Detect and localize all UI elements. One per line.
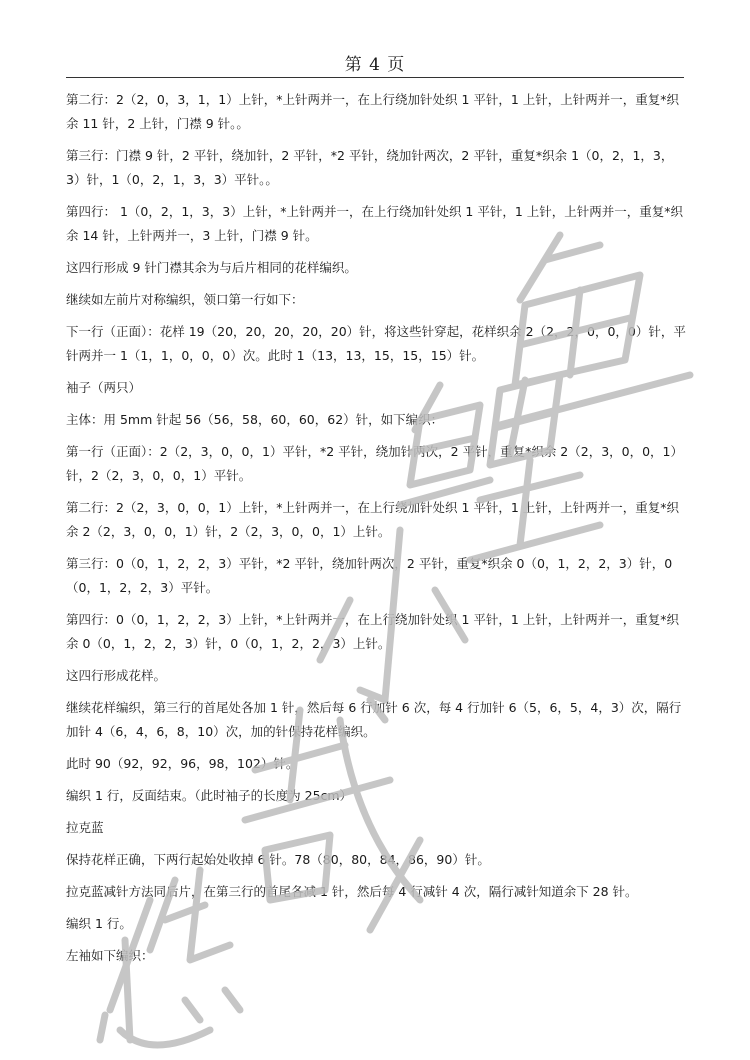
section-heading-raglan: 拉克蓝	[66, 820, 104, 835]
paragraph-next-row: 下一行（正面）：花样 19（20，20，20，20，20）针，将这些针穿起，花样织余 2（2，2，0，0，0）针，平针两并一 1（1，1，0，0，0）次。此时 1（13，13，15，15，15）针。	[66, 324, 686, 363]
paragraph-row4: 第四行： 1（0，2，1，3，3）上针，*上针两并一，在上行绕加针处织 1 平针，1 上针，上针两并一，重复*织余 14 针，上针两并一，3 上针，门襟 9 针。	[66, 204, 684, 243]
paragraph-bind-off: 保持花样正确，下两行起始处收掉 6 针。78（80，80，84，86，90）针。	[66, 852, 490, 867]
section-heading-sleeves: 袖子（两只）	[66, 380, 142, 395]
paragraph-sleeve-row1: 第一行（正面）：2（2，3，0，0，1）平针，*2 平针，绕加针两次，2 平针，重复*织余 2（2，3，0，0，1）针，2（2，3，0，0，1）平针。	[66, 444, 684, 483]
paragraph-sleeve-row3: 第三行：0（0，1，2，2，3）平针，*2 平针，绕加针两次，2 平针，重复*织余 0（0，1，2，2，3）针，0（0，1，2，2，3）平针。	[66, 556, 673, 595]
paragraph-sleeve-row4: 第四行：0（0，1，2，2，3）上针，*上针两并一，在上行绕加针处织 1 平针，1 上针，上针两并一，重复*织余 0（0，1，2，2，3）针，0（0，1，2，2，3）上针。	[66, 612, 680, 651]
paragraph-increases: 继续花样编织，第三行的首尾处各加 1 针，然后每 6 行加针 6 次，每 4 行加针 6（5，6，5，4，3）次，隔行加针 4（6，4，6，8，10）次，加的针保持花样编织。	[66, 700, 682, 739]
paragraph-main-cast-on: 主体：用 5mm 针起 56（56，58，60，60，62）针，如下编织：	[66, 412, 444, 427]
paragraph-row3: 第三行：门襟 9 针，2 平针，绕加针，2 平针，*2 平针，绕加针两次，2 平针，重复*织余 1（0，2，1，3，3）针，1（0，2，1，3，3）平针。。	[66, 148, 674, 187]
paragraph-sleeve-row2: 第二行：2（2，3，0，0，1）上针，*上针两并一，在上行绕加针处织 1 平针，1 上针，上针两并一，重复*织余 2（2，3，0，0，1）针，2（2，3，0，0，1）上针。	[66, 500, 680, 539]
header-divider	[66, 77, 684, 78]
document-body	[66, 88, 686, 976]
paragraph-continue: 继续如左前片对称编织，领口第一行如下：	[66, 292, 304, 307]
paragraph-left-sleeve: 左袖如下编织：	[66, 948, 154, 963]
paragraph-knit-one-row: 编织 1 行。	[66, 916, 132, 931]
paragraph-raglan-decrease: 拉克蓝减针方法同后片，在第三行的首尾各减 1 针，然后每 4 行减针 4 次，隔行减针知道余下 28 针。	[66, 884, 638, 899]
page-number: 第 4 页	[344, 55, 406, 75]
paragraph-placket-note: 这四行形成 9 针门襟其余为与后片相同的花样编织。	[66, 260, 357, 275]
paragraph-pattern-formed: 这四行形成花样。	[66, 668, 167, 683]
paragraph-work-one-row: 编织 1 行，反面结束。（此时袖子的长度为 25cm）	[66, 788, 353, 803]
paragraph-row2: 第二行：2（2，0，3，1，1）上针，*上针两并一，在上行绕加针处织 1 平针，1 上针，上针两并一，重复*织余 11 针，2 上针，门襟 9 针。。	[66, 92, 680, 131]
paragraph-stitch-count: 此时 90（92，92，96，98，102）针。	[66, 756, 299, 771]
